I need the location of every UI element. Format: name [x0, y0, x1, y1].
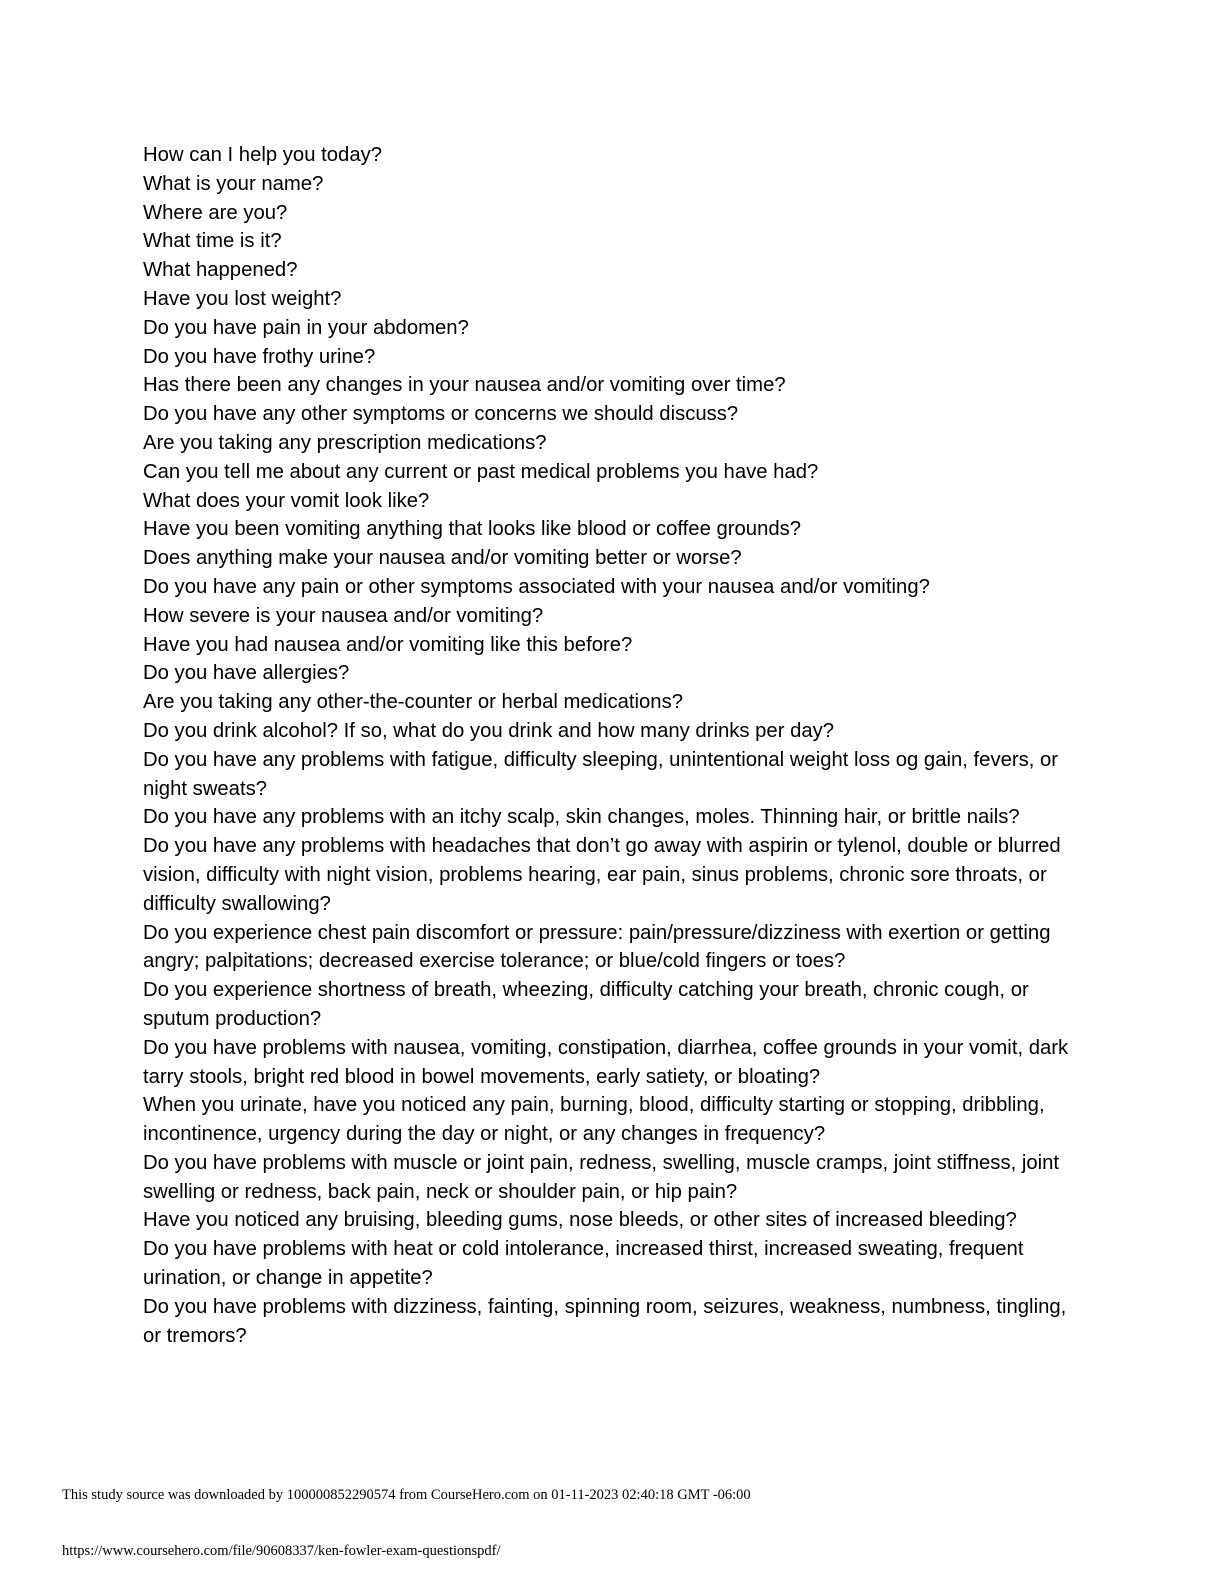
question-item: Have you noticed any bruising, bleeding gums, nose bleeds, or other sites of increased bleeding? [143, 1209, 1017, 1232]
question-item: Do you experience chest pain discomfort or pressure: pain/pressure/dizziness with exertion or getting angry; palpitations; decreased exercise tolerance; or blue/cold fingers or toes? [143, 921, 1051, 973]
question-item: Do you have frothy urine? [143, 345, 376, 368]
question-item: Have you lost weight? [143, 287, 342, 310]
question-item: What happened? [143, 259, 298, 282]
question-item: Can you tell me about any current or past medical problems you have had? [143, 460, 819, 483]
question-item: Do you have problems with heat or cold intolerance, increased thirst, increased sweating, frequent urination, or change in appetite? [143, 1238, 1024, 1290]
question-item: How severe is your nausea and/or vomiting? [143, 604, 544, 627]
question-item: Do you have problems with nausea, vomiting, constipation, diarrhea, coffee grounds in your vomit, dark tarry stools, bright red blood in bowel movements, early satiety, or bloating? [143, 1036, 1069, 1088]
question-item: Do you have any problems with headaches that don’t go away with aspirin or tylenol, double or blurred vision, difficulty with night vision, problems hearing, ear pain, sinus problems, chronic sore throats, or difficulty swallowing? [143, 835, 1061, 915]
source-url: https://www.coursehero.com/file/90608337/ken-fowler-exam-questionspdf/ [62, 1543, 501, 1559]
question-item: Have you had nausea and/or vomiting like this before? [143, 633, 633, 656]
question-item: Has there been any changes in your nausea and/or vomiting over time? [143, 374, 786, 397]
question-item: Do you have any problems with an itchy scalp, skin changes, moles. Thinning hair, or brittle nails? [143, 806, 1020, 829]
question-item: Do you have problems with muscle or joint pain, redness, swelling, muscle cramps, joint stiffness, joint swelling or redness, back pain, neck or shoulder pain, or hip pain? [143, 1151, 1060, 1203]
question-item: Are you taking any prescription medications? [143, 431, 547, 454]
question-item: What is your name? [143, 172, 324, 195]
question-item: How can I help you today? [143, 144, 383, 166]
question-item: Are you taking any other-the-counter or herbal medications? [143, 691, 684, 714]
question-item: Do you have pain in your abdomen? [143, 316, 469, 339]
question-item: What does your vomit look like? [143, 489, 430, 512]
question-item: Have you been vomiting anything that looks like blood or coffee grounds? [143, 518, 802, 541]
question-item: Do you have any problems with fatigue, difficulty sleeping, unintentional weight loss og gain, fevers, or night sweats? [143, 748, 1059, 800]
question-item: What time is it? [143, 230, 282, 253]
question-item: Do you experience shortness of breath, wheezing, difficulty catching your breath, chronic cough, or sputum production? [143, 979, 1029, 1030]
question-item: Does anything make your nausea and/or vomiting better or worse? [143, 547, 742, 570]
question-item: Do you drink alcohol? If so, what do you drink and how many drinks per day? [143, 719, 835, 742]
question-item: Do you have any pain or other symptoms associated with your nausea and/or vomiting? [143, 575, 930, 598]
question-item: Do you have problems with dizziness, fainting, spinning room, seizures, weakness, numbness, tingling, or tremors? [143, 1295, 1067, 1347]
question-item: Do you have any other symptoms or concerns we should discuss? [143, 403, 739, 426]
download-source-note: This study source was downloaded by 100000852290574 from CourseHero.com on 01-11-2023 02:40:18 GMT -06:00 [62, 1487, 751, 1503]
question-list [143, 141, 1083, 1350]
question-item: Do you have allergies? [143, 662, 350, 685]
question-item: Where are you? [143, 201, 288, 224]
question-item: When you urinate, have you noticed any pain, burning, blood, difficulty starting or stopping, dribbling, incontinence, urgency during the day or night, or any changes in frequency? [143, 1094, 1045, 1146]
